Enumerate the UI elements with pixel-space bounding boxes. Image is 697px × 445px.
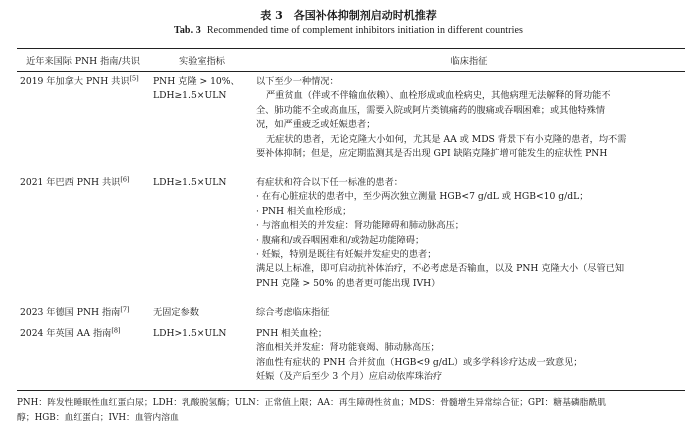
row-clinical: 有症状和符合以下任一标准的患者： · 在有心脏症状的患者中，至少两次独立测量 HGB<7 g/dL 或 HGB<10 g/dL； · PNH 相关血栓形成； · 与溶血相关的并发症：肾功能障碍和肺动脉高压； · 腹痛和/或吞咽困难和/或勃起功能障碍； · 妊娠，特别是既往有妊娠并发症史的患者； 满足以上标准，即可启动抗补体治疗，不必考虑是否输血，以及 PNH 克隆大小（尽管已知 PNH 克隆 > 50% 的患者更可能出现 IVH） [256,177,625,289]
header-lab: 实验室指标 [179,56,225,67]
table-title-cn: 表 3 各国补体抑制剂启动时机推荐 [260,9,437,22]
row-lab: PNH 克隆 > 10%、 LDH≥1.5×ULN [153,76,240,102]
table-row [20,327,140,341]
row-clinical: PNH 相关血栓； 溶血相关并发症：肾功能衰竭、肺动脉高压； 溶血性有症状的 PNH 合并贫血（HGB<9 g/dL）或多学科诊疗达成一致意见； 妊娠（及产后至少 3 个月）应启动依库珠治疗 [256,328,583,383]
header-rule [17,71,685,72]
row-guideline: 2019 年加拿大 PNH 共识 [20,76,130,87]
row-guideline: 2021 年巴西 PNH 共识 [20,177,121,188]
table-row [20,306,140,320]
footnote-line: 醇；HGB：血红蛋白；IVH：血管内溶血 [17,412,179,423]
table-label-en: Tab. 3 [173,25,201,36]
row-ref: [6] [120,175,130,184]
row-lab: 无固定参数 [153,307,199,318]
row-lab: LDH>1.5×ULN [153,328,227,339]
header-guideline: 近年来国际 PNH 指南/共识 [26,56,140,67]
table-title-en [0,25,697,36]
table-footnote [17,396,689,426]
table-title-en-text: Recommended time of complement inhibitors initiation in different countries [206,25,524,36]
table-row [20,176,140,190]
table-row [20,75,140,89]
row-guideline: 2024 年英国 AA 指南 [20,328,112,339]
table-bottom-rule [17,390,685,391]
row-clinical: 以下至少一种情况： 严重贫血（伴或不伴输血依赖）、血栓形成或血栓病史，其他病理无法解释的肾功能不 全、肺功能不全或高血压，需要入院或阿片类镇痛药的腹痛或吞咽困难；或其他特殊情 况，如严重疲乏或妊娠患者； 无症状的患者，无论克隆大小如何，尤其是 AA 或 MDS 背景下有小克隆的患者，均不需 要补体抑制；但是，应定期监测其是否出现 GPI 缺陷克隆扩增可能发生的症状性 PNH [256,76,627,160]
row-clinical: 综合考虑临床指征 [256,307,330,318]
row-guideline: 2023 年德国 PNH 指南 [20,307,121,318]
row-ref: [8] [111,326,121,335]
row-lab: LDH≥1.5×ULN [153,177,227,188]
table-top-rule [17,48,685,49]
header-clinical: 临床指征 [450,56,488,67]
row-ref: [7] [120,305,130,314]
footnote-line: PNH：阵发性睡眠性血红蛋白尿；LDH：乳酸脱氢酶；ULN：正常值上限；AA：再生障碍性贫血；MDS：骨髓增生异常综合征；GPI：糖基磷脂酰肌 [17,398,607,408]
row-ref: [5] [129,74,139,83]
